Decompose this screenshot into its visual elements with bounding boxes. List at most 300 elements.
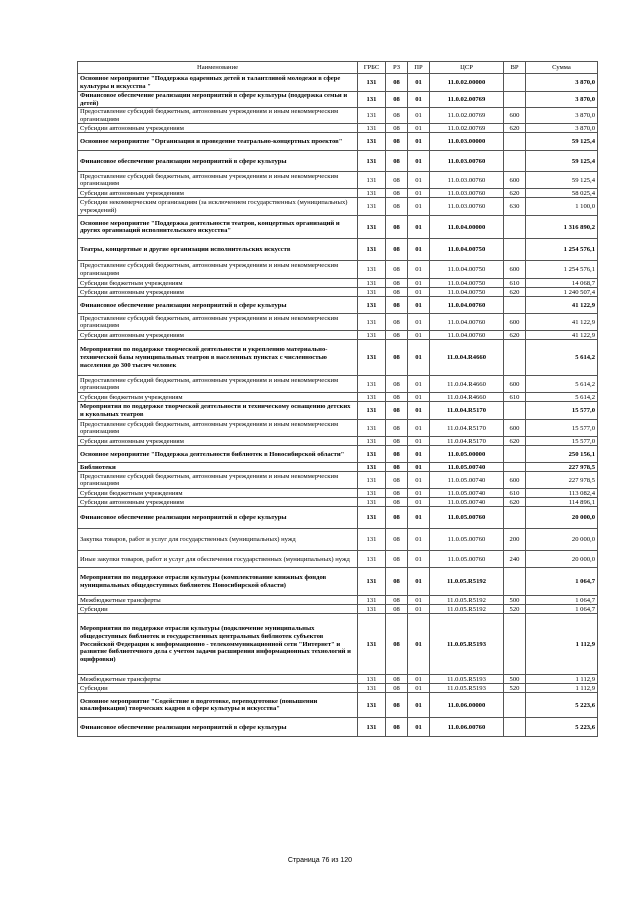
cell-sum: 41 122,9	[526, 297, 598, 314]
cell-csr: 11.0.04.R4660	[430, 340, 504, 376]
cell-name: Субсидии автономным учреждениям	[78, 189, 358, 198]
cell-rz: 08	[386, 437, 408, 446]
cell-csr: 11.0.05.00000	[430, 446, 504, 463]
cell-sum: 15 577,0	[526, 437, 598, 446]
cell-vr: 600	[504, 261, 526, 279]
table-row	[78, 489, 598, 498]
cell-rz: 08	[386, 216, 408, 239]
cell-name: Субсидии автономным учреждениям	[78, 331, 358, 340]
cell-sum: 1 064,7	[526, 596, 598, 605]
cell-sum: 113 082,4	[526, 489, 598, 498]
cell-sum: 250 156,1	[526, 446, 598, 463]
cell-grbs: 131	[358, 198, 386, 216]
table-row	[78, 529, 598, 551]
table-row	[78, 151, 598, 172]
cell-grbs: 131	[358, 124, 386, 133]
cell-rz: 08	[386, 498, 408, 507]
cell-grbs: 131	[358, 463, 386, 472]
cell-vr	[504, 239, 526, 261]
table-row	[78, 675, 598, 684]
cell-csr: 11.0.05.R5192	[430, 605, 504, 614]
cell-sum: 58 025,4	[526, 189, 598, 198]
cell-rz: 08	[386, 463, 408, 472]
cell-name: Театры, концертные и другие организации исполнительских искусств	[78, 239, 358, 261]
cell-rz: 08	[386, 261, 408, 279]
cell-vr	[504, 92, 526, 108]
table-row	[78, 437, 598, 446]
cell-sum: 3 870,0	[526, 74, 598, 92]
cell-rz: 08	[386, 446, 408, 463]
cell-name: Межбюджетные трансферты	[78, 675, 358, 684]
cell-csr: 11.0.05.R5193	[430, 675, 504, 684]
cell-vr: 600	[504, 420, 526, 437]
cell-csr: 11.0.02.00769	[430, 124, 504, 133]
cell-pr: 01	[408, 261, 430, 279]
cell-pr: 01	[408, 489, 430, 498]
cell-rz: 08	[386, 314, 408, 331]
budget-table-container	[77, 61, 597, 737]
cell-name: Финансовое обеспечение реализации мероприятий в сфере культуры	[78, 718, 358, 737]
cell-grbs: 131	[358, 189, 386, 198]
cell-csr: 11.0.04.00750	[430, 288, 504, 297]
cell-vr	[504, 74, 526, 92]
cell-csr: 11.0.05.R5193	[430, 684, 504, 693]
cell-sum: 5 223,6	[526, 718, 598, 737]
cell-pr: 01	[408, 402, 430, 420]
table-row	[78, 551, 598, 568]
cell-sum: 59 125,4	[526, 133, 598, 151]
cell-grbs: 131	[358, 498, 386, 507]
cell-rz: 08	[386, 693, 408, 718]
cell-rz: 08	[386, 684, 408, 693]
cell-csr: 11.0.02.00769	[430, 92, 504, 108]
cell-pr: 01	[408, 189, 430, 198]
cell-vr: 630	[504, 198, 526, 216]
cell-sum: 15 577,0	[526, 420, 598, 437]
cell-grbs: 131	[358, 297, 386, 314]
cell-vr	[504, 216, 526, 239]
cell-grbs: 131	[358, 133, 386, 151]
cell-csr: 11.0.04.00750	[430, 279, 504, 288]
cell-rz: 08	[386, 151, 408, 172]
cell-rz: 08	[386, 529, 408, 551]
cell-pr: 01	[408, 718, 430, 737]
cell-csr: 11.0.04.R4660	[430, 376, 504, 393]
cell-sum: 1 112,9	[526, 614, 598, 675]
cell-vr: 620	[504, 331, 526, 340]
cell-name: Основное мероприятие "Организация и проведение театрально-концертных проектов"	[78, 133, 358, 151]
header-csr: ЦСР	[430, 62, 504, 74]
cell-name: Предоставление субсидий бюджетным, автономным учреждениям и иным некоммерческим организациям	[78, 376, 358, 393]
cell-grbs: 131	[358, 92, 386, 108]
cell-name: Финансовое обеспечение реализации мероприятий в сфере культуры	[78, 151, 358, 172]
table-row	[78, 596, 598, 605]
cell-rz: 08	[386, 108, 408, 124]
cell-pr: 01	[408, 507, 430, 529]
cell-pr: 01	[408, 279, 430, 288]
cell-name: Субсидии автономным учреждениям	[78, 437, 358, 446]
cell-pr: 01	[408, 297, 430, 314]
cell-rz: 08	[386, 551, 408, 568]
cell-rz: 08	[386, 239, 408, 261]
cell-rz: 08	[386, 331, 408, 340]
cell-grbs: 131	[358, 596, 386, 605]
cell-pr: 01	[408, 605, 430, 614]
cell-pr: 01	[408, 529, 430, 551]
cell-pr: 01	[408, 675, 430, 684]
cell-vr	[504, 614, 526, 675]
cell-name: Субсидии автономным учреждениям	[78, 498, 358, 507]
cell-rz: 08	[386, 297, 408, 314]
cell-pr: 01	[408, 463, 430, 472]
cell-name: Предоставление субсидий бюджетным, автономным учреждениям и иным некоммерческим организациям	[78, 314, 358, 331]
cell-rz: 08	[386, 288, 408, 297]
cell-grbs: 131	[358, 314, 386, 331]
cell-pr: 01	[408, 446, 430, 463]
table-row	[78, 124, 598, 133]
cell-rz: 08	[386, 472, 408, 489]
cell-vr: 200	[504, 529, 526, 551]
cell-grbs: 131	[358, 279, 386, 288]
cell-csr: 11.0.02.00769	[430, 108, 504, 124]
cell-grbs: 131	[358, 684, 386, 693]
cell-vr	[504, 446, 526, 463]
cell-name: Субсидии бюджетным учреждениям	[78, 393, 358, 402]
cell-vr: 500	[504, 675, 526, 684]
table-row	[78, 693, 598, 718]
cell-rz: 08	[386, 189, 408, 198]
cell-grbs: 131	[358, 529, 386, 551]
table-row	[78, 331, 598, 340]
cell-rz: 08	[386, 614, 408, 675]
cell-pr: 01	[408, 74, 430, 92]
cell-sum: 41 122,9	[526, 331, 598, 340]
cell-name: Иные закупки товаров, работ и услуг для обеспечения государственных (муниципальных) нужд	[78, 551, 358, 568]
cell-name: Мероприятия по поддержке отрасли культуры (комплектование книжных фондов муниципальных общедоступных библиотек Новосибирской области)	[78, 568, 358, 596]
cell-vr: 600	[504, 172, 526, 189]
header-rz: РЗ	[386, 62, 408, 74]
cell-name: Основное мероприятие "Поддержка деятельности театров, концертных организаций и других организаций исполнительского искусства"	[78, 216, 358, 239]
cell-pr: 01	[408, 239, 430, 261]
header-name: Наименование	[78, 62, 358, 74]
cell-name: Мероприятия по поддержке творческой деятельности и укреплению материально-технической базы муниципальных театров в населенных пунктах с численностью населения до 300 тысяч человек	[78, 340, 358, 376]
cell-grbs: 131	[358, 605, 386, 614]
cell-pr: 01	[408, 498, 430, 507]
cell-sum: 59 125,4	[526, 151, 598, 172]
cell-vr: 620	[504, 124, 526, 133]
cell-pr: 01	[408, 198, 430, 216]
table-row	[78, 568, 598, 596]
cell-csr: 11.0.04.R5170	[430, 420, 504, 437]
table-row	[78, 420, 598, 437]
cell-csr: 11.0.05.00760	[430, 551, 504, 568]
cell-sum: 5 614,2	[526, 393, 598, 402]
cell-sum: 1 100,0	[526, 198, 598, 216]
cell-name: Предоставление субсидий бюджетным, автономным учреждениям и иным некоммерческим организациям	[78, 472, 358, 489]
cell-vr: 240	[504, 551, 526, 568]
cell-pr: 01	[408, 108, 430, 124]
cell-pr: 01	[408, 288, 430, 297]
cell-pr: 01	[408, 376, 430, 393]
table-row	[78, 297, 598, 314]
table-row	[78, 340, 598, 376]
cell-csr: 11.0.04.00760	[430, 297, 504, 314]
cell-name: Субсидии автономным учреждениям	[78, 288, 358, 297]
cell-sum: 20 000,0	[526, 551, 598, 568]
header-pr: ПР	[408, 62, 430, 74]
cell-name: Финансовое обеспечение реализации мероприятий в сфере культуры (поддержка семьи и детей)	[78, 92, 358, 108]
cell-grbs: 131	[358, 74, 386, 92]
cell-sum: 59 125,4	[526, 172, 598, 189]
cell-name: Основное мероприятие "Содействие в подготовке, переподготовке (повышении квалификации) творческих кадров в сфере культуры и искусства"	[78, 693, 358, 718]
cell-vr: 610	[504, 279, 526, 288]
cell-csr: 11.0.05.00740	[430, 498, 504, 507]
cell-grbs: 131	[358, 172, 386, 189]
cell-grbs: 131	[358, 261, 386, 279]
cell-csr: 11.0.04.R5170	[430, 402, 504, 420]
cell-rz: 08	[386, 340, 408, 376]
table-row	[78, 393, 598, 402]
cell-vr	[504, 693, 526, 718]
cell-csr: 11.0.05.00760	[430, 529, 504, 551]
cell-csr: 11.0.03.00000	[430, 133, 504, 151]
cell-csr: 11.0.03.00760	[430, 151, 504, 172]
cell-vr	[504, 151, 526, 172]
table-row	[78, 376, 598, 393]
header-sum: Сумма	[526, 62, 598, 74]
cell-pr: 01	[408, 568, 430, 596]
cell-grbs: 131	[358, 216, 386, 239]
cell-csr: 11.0.04.00000	[430, 216, 504, 239]
cell-name: Закупка товаров, работ и услуг для государственных (муниципальных) нужд	[78, 529, 358, 551]
table-row	[78, 605, 598, 614]
cell-rz: 08	[386, 133, 408, 151]
cell-grbs: 131	[358, 393, 386, 402]
cell-sum: 114 896,1	[526, 498, 598, 507]
cell-csr: 11.0.02.00000	[430, 74, 504, 92]
cell-csr: 11.0.04.00760	[430, 314, 504, 331]
cell-sum: 227 978,5	[526, 463, 598, 472]
cell-csr: 11.0.06.00000	[430, 693, 504, 718]
cell-pr: 01	[408, 596, 430, 605]
cell-grbs: 131	[358, 507, 386, 529]
table-row	[78, 239, 598, 261]
cell-grbs: 131	[358, 614, 386, 675]
table-header-row	[78, 62, 598, 74]
cell-vr	[504, 507, 526, 529]
cell-sum: 1 064,7	[526, 605, 598, 614]
table-row	[78, 614, 598, 675]
cell-name: Финансовое обеспечение реализации мероприятий в сфере культуры	[78, 297, 358, 314]
cell-sum: 1 064,7	[526, 568, 598, 596]
cell-sum: 15 577,0	[526, 402, 598, 420]
cell-name: Основное мероприятие "Поддержка деятельности библиотек в Новосибирской области"	[78, 446, 358, 463]
table-row	[78, 74, 598, 92]
page-footer: Страница 76 из 120	[287, 857, 353, 864]
cell-csr: 11.0.05.00760	[430, 507, 504, 529]
cell-vr	[504, 568, 526, 596]
cell-name: Субсидии бюджетным учреждениям	[78, 279, 358, 288]
cell-rz: 08	[386, 596, 408, 605]
cell-rz: 08	[386, 92, 408, 108]
cell-vr	[504, 340, 526, 376]
cell-rz: 08	[386, 718, 408, 737]
table-row	[78, 402, 598, 420]
cell-name: Основное мероприятие "Поддержка одаренных детей и талантливой молодежи в сфере культуры и искусства "	[78, 74, 358, 92]
cell-grbs: 131	[358, 402, 386, 420]
cell-csr: 11.0.06.00760	[430, 718, 504, 737]
cell-name: Предоставление субсидий бюджетным, автономным учреждениям и иным некоммерческим организациям	[78, 108, 358, 124]
cell-grbs: 131	[358, 675, 386, 684]
cell-csr: 11.0.05.R5192	[430, 596, 504, 605]
cell-grbs: 131	[358, 420, 386, 437]
cell-grbs: 131	[358, 151, 386, 172]
cell-name: Мероприятия по поддержке творческой деятельности и техническому оснащению детских и кукольных театров	[78, 402, 358, 420]
cell-csr: 11.0.05.00740	[430, 472, 504, 489]
cell-sum: 3 870,0	[526, 108, 598, 124]
cell-grbs: 131	[358, 108, 386, 124]
cell-vr: 620	[504, 437, 526, 446]
cell-pr: 01	[408, 124, 430, 133]
cell-csr: 11.0.04.00750	[430, 261, 504, 279]
cell-rz: 08	[386, 675, 408, 684]
cell-vr: 600	[504, 314, 526, 331]
cell-grbs: 131	[358, 437, 386, 446]
cell-grbs: 131	[358, 718, 386, 737]
cell-sum: 1 112,9	[526, 684, 598, 693]
cell-sum: 20 000,0	[526, 507, 598, 529]
cell-vr: 600	[504, 108, 526, 124]
cell-vr: 500	[504, 596, 526, 605]
cell-name: Предоставление субсидий бюджетным, автономным учреждениям и иным некоммерческим организациям	[78, 420, 358, 437]
cell-rz: 08	[386, 507, 408, 529]
cell-name: Финансовое обеспечение реализации мероприятий в сфере культуры	[78, 507, 358, 529]
table-row	[78, 446, 598, 463]
cell-vr: 520	[504, 684, 526, 693]
cell-pr: 01	[408, 133, 430, 151]
cell-rz: 08	[386, 74, 408, 92]
cell-sum: 5 223,6	[526, 693, 598, 718]
cell-sum: 5 614,2	[526, 340, 598, 376]
table-row	[78, 279, 598, 288]
cell-csr: 11.0.05.00740	[430, 489, 504, 498]
cell-pr: 01	[408, 331, 430, 340]
cell-sum: 1 254 576,1	[526, 261, 598, 279]
cell-vr: 620	[504, 288, 526, 297]
cell-vr	[504, 718, 526, 737]
cell-grbs: 131	[358, 551, 386, 568]
table-row	[78, 261, 598, 279]
cell-pr: 01	[408, 151, 430, 172]
cell-grbs: 131	[358, 239, 386, 261]
cell-csr: 11.0.04.00760	[430, 331, 504, 340]
cell-sum: 5 614,2	[526, 376, 598, 393]
cell-pr: 01	[408, 693, 430, 718]
cell-sum: 1 112,9	[526, 675, 598, 684]
cell-pr: 01	[408, 172, 430, 189]
cell-sum: 3 870,0	[526, 92, 598, 108]
cell-csr: 11.0.04.00750	[430, 239, 504, 261]
cell-grbs: 131	[358, 568, 386, 596]
table-row	[78, 108, 598, 124]
cell-pr: 01	[408, 340, 430, 376]
cell-rz: 08	[386, 279, 408, 288]
cell-rz: 08	[386, 393, 408, 402]
cell-name: Предоставление субсидий бюджетным, автономным учреждениям и иным некоммерческим организациям	[78, 261, 358, 279]
cell-csr: 11.0.03.00760	[430, 198, 504, 216]
cell-csr: 11.0.03.00760	[430, 172, 504, 189]
cell-grbs: 131	[358, 340, 386, 376]
budget-table	[77, 61, 598, 737]
cell-pr: 01	[408, 92, 430, 108]
cell-rz: 08	[386, 489, 408, 498]
cell-name: Межбюджетные трансферты	[78, 596, 358, 605]
cell-sum: 20 000,0	[526, 529, 598, 551]
cell-vr: 610	[504, 393, 526, 402]
cell-name: Субсидии некоммерческим организациям (за исключением государственных (муниципальных) учреждений)	[78, 198, 358, 216]
cell-sum: 1 240 507,4	[526, 288, 598, 297]
cell-grbs: 131	[358, 446, 386, 463]
table-row	[78, 472, 598, 489]
table-row	[78, 216, 598, 239]
cell-pr: 01	[408, 472, 430, 489]
cell-rz: 08	[386, 568, 408, 596]
cell-vr: 620	[504, 498, 526, 507]
cell-rz: 08	[386, 376, 408, 393]
table-row	[78, 189, 598, 198]
cell-sum: 1 316 890,2	[526, 216, 598, 239]
cell-name: Субсидии бюджетным учреждениям	[78, 489, 358, 498]
table-row	[78, 463, 598, 472]
cell-name: Субсидии	[78, 684, 358, 693]
cell-vr	[504, 297, 526, 314]
cell-csr: 11.0.05.R5192	[430, 568, 504, 596]
table-row	[78, 684, 598, 693]
table-row	[78, 507, 598, 529]
cell-name: Библиотеки	[78, 463, 358, 472]
cell-name: Субсидии автономным учреждениям	[78, 124, 358, 133]
cell-rz: 08	[386, 124, 408, 133]
cell-name: Предоставление субсидий бюджетным, автономным учреждениям и иным некоммерческим организациям	[78, 172, 358, 189]
table-row	[78, 133, 598, 151]
cell-csr: 11.0.04.R5170	[430, 437, 504, 446]
cell-vr: 600	[504, 472, 526, 489]
header-vr: ВР	[504, 62, 526, 74]
table-row	[78, 92, 598, 108]
cell-name: Мероприятия по поддержке отрасли культуры (подключение муниципальных общедоступных библиотек и государственных центральных библиотек субъектов Российской Федерации к информационно - телекоммуникационной сети "Интернет" и развитие библиотечного дела с учетом задачи расширения информационных технологий и оцифровки)	[78, 614, 358, 675]
cell-vr	[504, 402, 526, 420]
cell-vr: 620	[504, 189, 526, 198]
cell-pr: 01	[408, 314, 430, 331]
cell-pr: 01	[408, 614, 430, 675]
cell-vr	[504, 133, 526, 151]
cell-rz: 08	[386, 605, 408, 614]
cell-sum: 3 870,0	[526, 124, 598, 133]
cell-csr: 11.0.05.R5193	[430, 614, 504, 675]
cell-sum: 227 978,5	[526, 472, 598, 489]
cell-grbs: 131	[358, 288, 386, 297]
cell-grbs: 131	[358, 693, 386, 718]
cell-grbs: 131	[358, 331, 386, 340]
cell-pr: 01	[408, 437, 430, 446]
cell-sum: 1 254 576,1	[526, 239, 598, 261]
cell-rz: 08	[386, 198, 408, 216]
cell-vr	[504, 463, 526, 472]
cell-sum: 14 068,7	[526, 279, 598, 288]
cell-csr: 11.0.03.00760	[430, 189, 504, 198]
cell-vr: 520	[504, 605, 526, 614]
table-row	[78, 198, 598, 216]
